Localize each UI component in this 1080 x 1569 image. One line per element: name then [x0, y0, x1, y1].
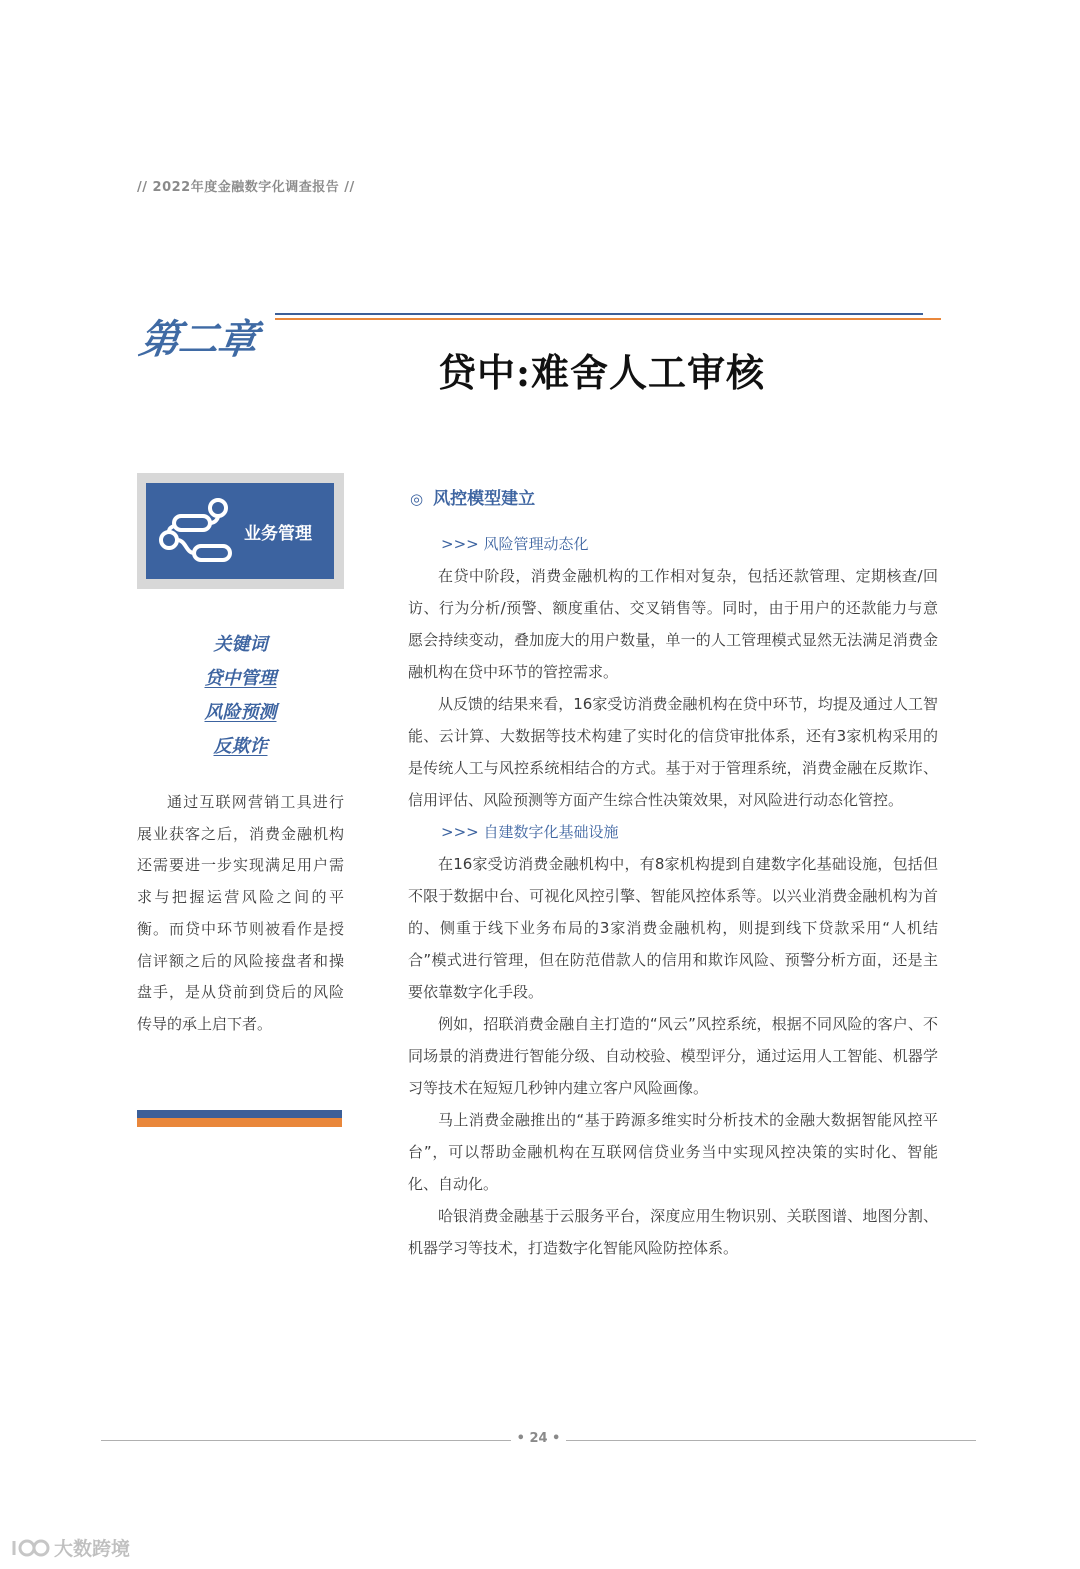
keywords-title: 关键词: [213, 634, 268, 655]
subheading-risk-dynamic: >>> 风险管理动态化: [441, 535, 589, 553]
keyword-link[interactable]: 反欺诈: [213, 736, 268, 757]
sidebar-intro-paragraph: 通过互联网营销工具进行展业获客之后，消费金融机构还需要进一步实现满足用户需求与把握运营风险之间的平衡。而贷中环节则被看作是授信评额之后的风险接盘者和操盘手，是从贷前到贷后的风险传导的承上启下者。: [137, 793, 344, 1033]
main-article: [408, 528, 938, 1264]
footer-rule-right: [566, 1440, 976, 1441]
footer-rule-left: [101, 1440, 511, 1441]
watermark: [10, 1534, 130, 1561]
watermark-logo-icon: [10, 1535, 50, 1561]
header-rule-orange: [275, 318, 941, 320]
keyword-link[interactable]: 风险预测: [204, 702, 277, 723]
paragraph: 在贷中阶段，消费金融机构的工作相对复杂，包括还款管理、定期核查/回访、行为分析/预警、额度重估、交叉销售等。同时，由于用户的还款能力与意愿会持续变动，叠加庞大的用户数量，单一的人工管理模式显然无法满足消费金融机构在贷中环节的管控需求。: [408, 567, 938, 681]
sidebar-category-label: 业务管理: [244, 523, 312, 544]
paragraph: 例如，招联消费金融自主打造的“风云”风控系统，根据不同风险的客户、不同场景的消费进行智能分级、自动校验、模型评分，通过运用人工智能、机器学习等技术在短短几秒钟内建立客户风险画像。: [408, 1015, 938, 1097]
chapter-label: 第二章: [136, 317, 260, 363]
sidebar-divider-orange: [137, 1118, 342, 1127]
keywords-list: [137, 628, 344, 764]
paragraph: 哈银消费金融基于云服务平台，深度应用生物识别、关联图谱、地图分割、机器学习等技术，打造数字化智能风险防控体系。: [408, 1207, 938, 1257]
running-header: // 2022年度金融数字化调查报告 //: [137, 180, 355, 195]
page-number: • 24 •: [516, 1431, 561, 1446]
paragraph: 从反馈的结果来看，16家受访消费金融机构在贷中环节，均提及通过人工智能、云计算、大数据等技术构建了实时化的信贷审批体系，还有3家机构采用的是传统人工与风控系统相结合的方式。基于对于管理系统，消费金融在反欺诈、信用评估、风险预测等方面产生综合性决策效果，对风险进行动态化管控。: [408, 695, 938, 809]
section-heading-text: 风控模型建立: [433, 489, 536, 509]
chapter-title: 贷中:难舍人工审核: [438, 350, 766, 395]
sidebar-category-panel: [146, 483, 334, 579]
flow-network-icon: [156, 496, 238, 566]
subheading-infrastructure: >>> 自建数字化基础设施: [441, 823, 619, 841]
keyword-link[interactable]: 贷中管理: [204, 668, 277, 689]
paragraph: 马上消费金融推出的“基于跨源多维实时分析技术的金融大数据智能风控平台”，可以帮助金融机构在互联网信贷业务当中实现风控决策的实时化、智能化、自动化。: [408, 1111, 938, 1193]
sidebar-category-box: [137, 473, 344, 589]
header-rule-blue: [275, 313, 923, 315]
paragraph: 在16家受访消费金融机构中，有8家机构提到自建数字化基础设施，包括但不限于数据中台、可视化风控引擎、智能风控体系等。以兴业消费金融机构为首的、侧重于线下业务布局的3家消费金融机构，则提到线下贷款采用“人机结合”模式进行管理，但在防范借款人的信用和欺诈风险、预警分析方面，还是主要依靠数字化手段。: [408, 855, 938, 1001]
watermark-text: 大数跨境: [54, 1538, 131, 1560]
circle-bullet-icon: ◎: [410, 490, 424, 508]
sidebar-divider-blue: [137, 1110, 342, 1118]
section-heading: [410, 484, 535, 509]
